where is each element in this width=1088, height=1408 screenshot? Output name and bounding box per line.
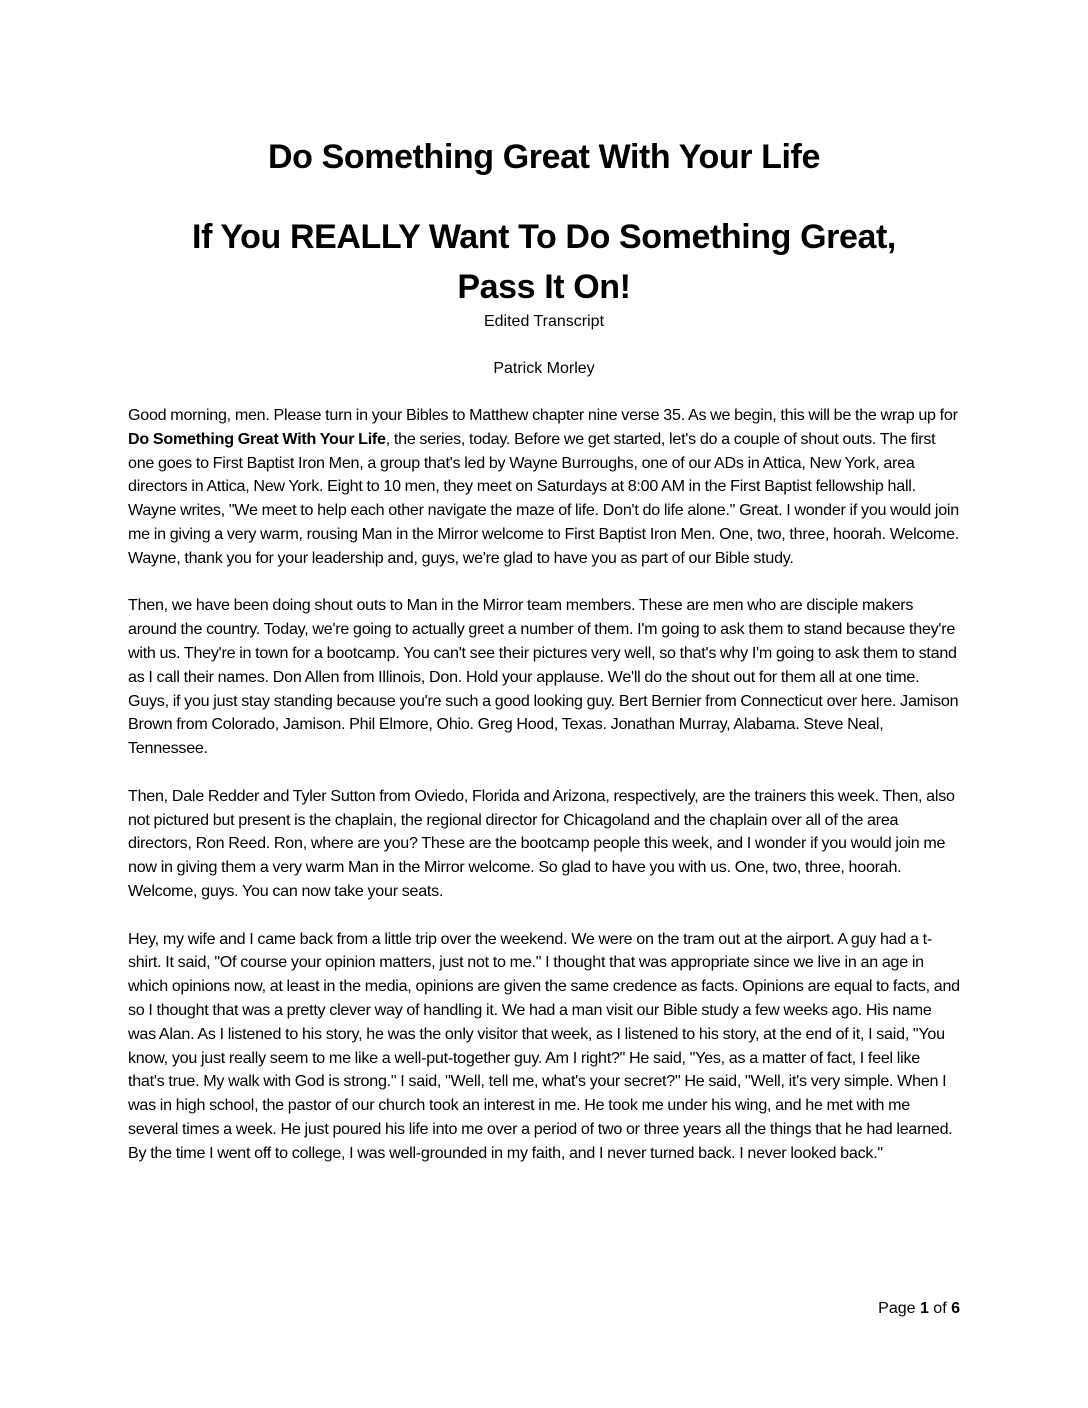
document-subtitle-line-2: Pass It On! [457, 268, 631, 306]
document-subtitle [128, 212, 960, 312]
paragraph-4: Hey, my wife and I came back from a little trip over the weekend. We were on the tram out at the airport. A guy had a t-shirt. It said, "Of course your opinion matters, just not to me." I thought that was appropriate since we live in an age in which opinions now, at least in the media, opinions are given the same credence as facts. Opinions are equal to facts, and so I thought that was a pretty clever way of handling it. We had a man visit our Bible study a few weeks ago. His name was Alan. As I listened to his story, he was the only visitor that week, as I listened to his story, at the end of it, I said, "You know, you just really seem to me like a well-put-together guy. Am I right?" He said, "Yes, as a matter of fact, I feel like that's true. My walk with God is strong." I said, "Well, tell me, what's your secret?" He said, "Well, it's very simple. When I was in high school, the pastor of our church took an interest in me. He took me under his wing, and he met with me several times a week. He just poured his life into me over a period of two or three years all the things that he had learned. By the time I went off to college, I was well-grounded in my faith, and I never turned back. I never looked back." [128, 929, 960, 1162]
paragraph-3: Then, Dale Redder and Tyler Sutton from Oviedo, Florida and Arizona, respectively, are the trainers this week. Then, also not pictured but present is the chaplain, the regional director for Chicagoland and the chaplain over all of the area directors, Ron Reed. Ron, where are you? These are the bootcamp people this week, and I wonder if you would join me now in giving them a very warm Man in the Mirror welcome. So glad to have you with us. One, two, three, hoorah. Welcome, guys. You can now take your seats. [128, 786, 955, 900]
paragraph-1-text-start: Good morning, men. Please turn in your Bibles to Matthew chapter nine verse 35. As we begin, this will be the wrap up for [128, 406, 958, 424]
document-subtitle-line-1: If You REALLY Want To Do Something Great, [192, 218, 896, 256]
transcript-body [128, 404, 960, 1189]
page-number [878, 1298, 960, 1320]
page-number-of: of [928, 1300, 952, 1317]
document-author: Patrick Morley [493, 360, 595, 377]
paragraph-1-text-end: , the series, today. Before we get started, let's do a couple of shout outs. The first one goes to First Baptist Iron Men, a group that's led by Wayne Burroughs, one of our ADs in Attica, New York, area directors in Attica, New York. Eight to 10 men, they meet on Saturdays at 8:00 AM in the First Baptist fellowship hall. Wayne writes, "We meet to help each other navigate the maze of life. Don't do life alone." Great. I wonder if you would join me in giving a very warm, rousing Man in the Mirror welcome to First Baptist Iron Men. One, two, three, hoorah. Welcome. Wayne, thank you for your leadership and, guys, we're glad to have you as part of our Bible study. [128, 429, 960, 567]
paragraph-2: Then, we have been doing shout outs to Man in the Mirror team members. These are men who are disciple makers around the country. Today, we're going to actually greet a number of them. I'm going to ask them to stand because they're with us. They're in town for a bootcamp. You can't see their pictures very well, so that's why I'm going to ask them to stand as I call their names. Don Allen from Illinois, Don. Hold your applause. We'll do the shout out for them all at one time. Guys, if you just stay standing because you're such a good looking guy. Bert Bernier from Connecticut over here. Jamison Brown from Colorado, Jamison. Phil Elmore, Ohio. Greg Hood, Texas. Jonathan Murray, Alabama. Steve Neal, Tennessee. [128, 596, 959, 758]
paragraph-1 [128, 404, 960, 571]
document-label: Edited Transcript [483, 313, 605, 330]
series-title-bold: Do Something Great With Your Life [128, 429, 386, 448]
page-number-current: 1 [919, 1300, 929, 1317]
page-number-total: 6 [951, 1300, 960, 1317]
page-number-prefix: Page [878, 1300, 920, 1317]
document-title: Do Something Great With Your Life [268, 138, 820, 176]
